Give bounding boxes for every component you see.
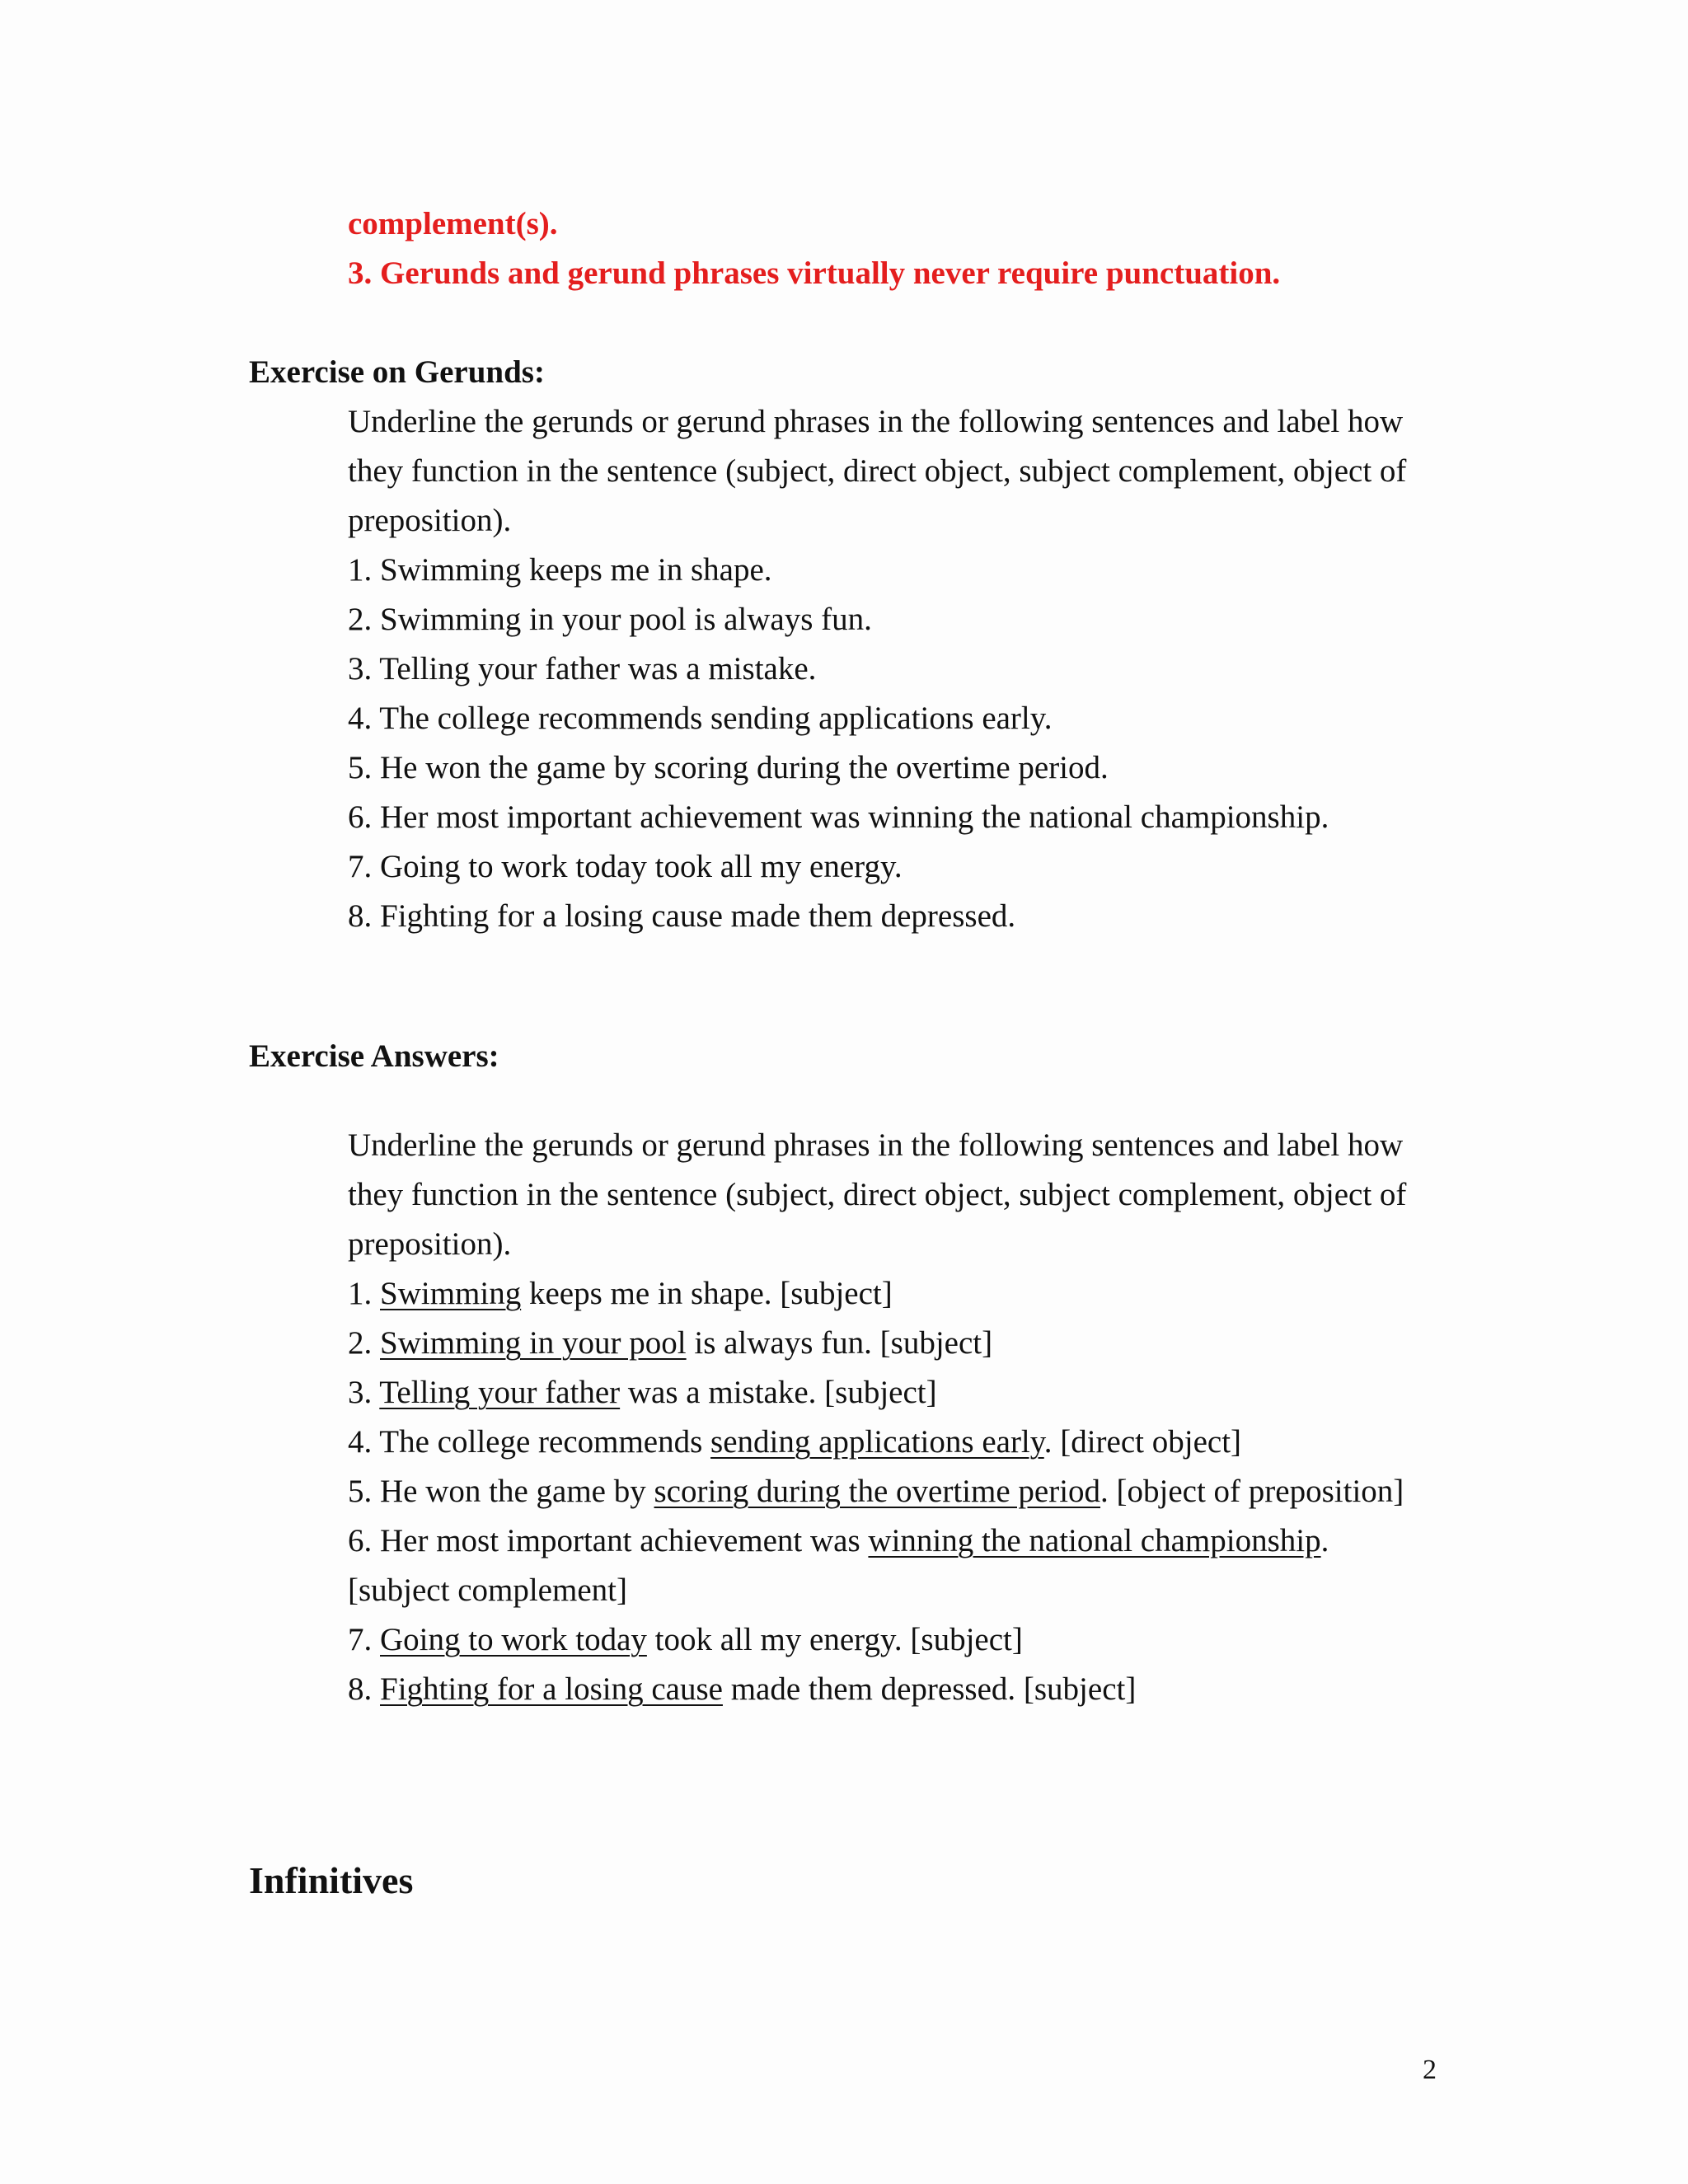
exercise-heading: Exercise on Gerunds: (249, 354, 545, 390)
answer-item (348, 1269, 893, 1319)
answer-item-continuation (348, 1566, 627, 1615)
gerund-phrase: scoring during the overtime period (654, 1474, 1101, 1509)
answers-heading: Exercise Answers: (249, 1038, 499, 1074)
answer-pre: 8. (348, 1671, 380, 1707)
rule-continuation: complement(s). (348, 206, 558, 241)
rule-3: 3. Gerunds and gerund phrases virtually never require punctuation. (348, 255, 1281, 291)
answer-post: [subject complement] (348, 1572, 627, 1608)
exercise-item: 8. Fighting for a losing cause made them depressed. (348, 898, 1016, 934)
answer-item (348, 1665, 1136, 1714)
answer-post: was a mistake. [subject] (620, 1375, 937, 1410)
answer-pre: 4. The college recommends (348, 1424, 711, 1460)
gerund-phrase: sending applications early (710, 1424, 1044, 1460)
answer-item (348, 1418, 1241, 1467)
answer-post: . [object of preposition] (1100, 1474, 1404, 1509)
gerund-phrase: Swimming in your pool (380, 1325, 687, 1361)
exercise-instruction-line: Underline the gerunds or gerund phrases in the following sentences and label how (348, 404, 1404, 439)
exercise-item: 6. Her most important achievement was winning the national championship. (348, 799, 1329, 835)
answer-pre: 3. (348, 1375, 380, 1410)
exercise-item: 5. He won the game by scoring during the overtime period. (348, 750, 1109, 785)
answer-item (348, 1319, 992, 1368)
answer-item (348, 1467, 1404, 1516)
gerund-phrase: Going to work today (380, 1622, 647, 1657)
answer-post: . [direct object] (1043, 1424, 1242, 1460)
section-title-infinitives: Infinitives (249, 1859, 414, 1901)
answers-instruction-line: Underline the gerunds or gerund phrases in the following sentences and label how (348, 1127, 1404, 1163)
exercise-instruction-line: they function in the sentence (subject, direct object, subject complement, object of (348, 453, 1407, 489)
answer-pre: 2. (348, 1325, 380, 1361)
exercise-item: 3. Telling your father was a mistake. (348, 651, 817, 687)
answer-item (348, 1368, 937, 1418)
answer-post: made them depressed. [subject] (722, 1671, 1137, 1707)
answers-instruction-line: preposition). (348, 1226, 512, 1262)
answer-pre: 7. (348, 1622, 380, 1657)
exercise-item: 1. Swimming keeps me in shape. (348, 552, 772, 588)
answer-post: . (1320, 1523, 1329, 1558)
answer-item (348, 1516, 1329, 1566)
gerund-phrase: Telling your father (379, 1375, 621, 1410)
gerund-phrase: winning the national championship (868, 1523, 1321, 1558)
answer-post: took all my energy. [subject] (646, 1622, 1023, 1657)
exercise-item: 7. Going to work today took all my energy. (348, 849, 903, 884)
answer-post: is always fun. [subject] (686, 1325, 993, 1361)
answer-pre: 6. Her most important achievement was (348, 1523, 869, 1558)
exercise-item: 4. The college recommends sending applications early. (348, 701, 1053, 736)
answer-pre: 5. He won the game by (348, 1474, 654, 1509)
answers-instruction-line: they function in the sentence (subject, direct object, subject complement, object of (348, 1177, 1407, 1212)
exercise-item: 2. Swimming in your pool is always fun. (348, 602, 872, 637)
exercise-instruction-line: preposition). (348, 503, 512, 538)
answer-post: keeps me in shape. [subject] (521, 1276, 893, 1311)
gerund-phrase: Swimming (380, 1276, 522, 1311)
answer-item (348, 1615, 1023, 1665)
page-number: 2 (1423, 2055, 1437, 2085)
gerund-phrase: Fighting for a losing cause (380, 1671, 723, 1707)
answer-pre: 1. (348, 1276, 380, 1311)
